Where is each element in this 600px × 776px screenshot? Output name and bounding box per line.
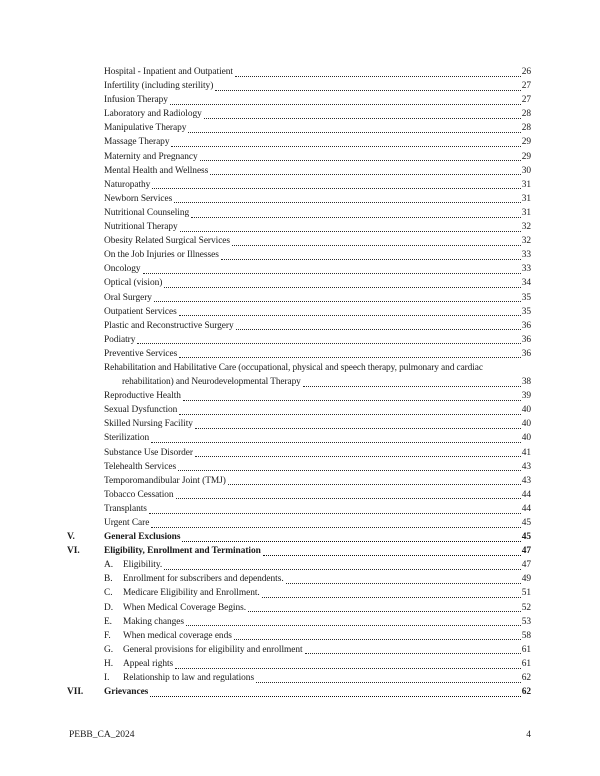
toc-entry-label: Laboratory and Radiology <box>104 109 202 120</box>
toc-entry-continuation <box>104 375 531 389</box>
dot-leader <box>164 287 520 288</box>
toc-page-number: 39 <box>521 391 531 402</box>
toc-entry-row <box>67 178 531 192</box>
toc-page-number: 45 <box>521 532 531 543</box>
toc-section-row <box>67 685 531 699</box>
toc-page-number: 61 <box>521 658 531 669</box>
dot-leader <box>200 160 521 161</box>
toc-page-number: 29 <box>521 151 531 162</box>
toc-page-number: 28 <box>521 109 531 120</box>
toc-entry-label: Substance Use Disorder <box>104 447 193 458</box>
toc-page-number: 44 <box>521 489 531 500</box>
toc-entry-label: Nutritional Therapy <box>104 222 178 233</box>
toc-entry-label: Oral Surgery <box>104 292 152 303</box>
toc-entry-row <box>67 474 531 488</box>
dot-leader <box>191 217 521 218</box>
subitem-letter: D. <box>104 602 114 613</box>
toc-entry-row <box>67 107 531 121</box>
toc-entry-label: Sterilization <box>104 433 150 444</box>
toc-entry-label: Mental Health and Wellness <box>104 165 209 176</box>
toc-entry-row <box>67 431 531 445</box>
toc-page-number: 45 <box>521 518 531 528</box>
toc-entry-label: Preventive Services <box>104 348 178 359</box>
toc-entry-label: Skilled Nursing Facility <box>104 419 193 430</box>
dot-leader <box>204 118 521 119</box>
dot-leader <box>171 146 520 147</box>
toc-entry-label: Maternity and Pregnancy <box>104 151 198 162</box>
toc-page-number: 62 <box>521 687 531 698</box>
toc-entry-label: Eligibility, Enrollment and Termination <box>104 546 261 557</box>
dot-leader <box>179 357 520 358</box>
dot-leader <box>235 76 521 77</box>
toc-entry-row <box>67 389 531 403</box>
toc-page-number: 62 <box>521 673 531 684</box>
dot-leader <box>228 484 521 485</box>
dot-leader <box>188 132 520 133</box>
dot-leader <box>180 231 521 232</box>
toc-page-number: 40 <box>521 433 531 444</box>
toc-page-number: 47 <box>521 560 531 571</box>
subitem-letter: I. <box>104 673 110 684</box>
toc-entry-label: General provisions for eligibility and enrollment <box>123 644 303 655</box>
toc-section-row <box>67 544 531 558</box>
dot-leader <box>143 273 521 274</box>
toc-page-number: 40 <box>521 405 531 416</box>
toc-entry-label: Medicare Eligibility and Enrollment. <box>123 588 260 599</box>
dot-leader <box>215 90 520 91</box>
toc-page-number: 51 <box>521 588 531 599</box>
toc-entry-row <box>67 206 531 220</box>
dot-leader <box>305 653 521 654</box>
section-numeral: VII. <box>67 687 84 698</box>
toc-subitem-row <box>67 601 531 615</box>
toc-entry-row <box>67 403 531 417</box>
toc-entry-row <box>67 262 531 276</box>
dot-leader <box>303 386 521 387</box>
toc-entry-row <box>67 291 531 305</box>
toc-entry-label: General Exclusions <box>104 532 181 543</box>
toc-subitem-row <box>67 643 531 657</box>
toc-entry-row <box>67 347 531 361</box>
toc-page-number: 52 <box>521 602 531 613</box>
toc-page-number: 49 <box>521 574 531 585</box>
toc-page-number: 27 <box>521 95 531 106</box>
toc-subitem-row <box>67 671 531 685</box>
toc-entry-label: Transplants <box>104 503 147 514</box>
dot-leader <box>263 555 521 556</box>
toc-entry-label: Naturopathy <box>104 179 151 190</box>
toc-page-number: 33 <box>521 264 531 275</box>
dot-leader <box>186 625 521 626</box>
toc-entry-row <box>67 460 531 474</box>
dot-leader <box>150 696 520 697</box>
dot-leader <box>137 343 520 344</box>
toc-entry-label: Optical (vision) <box>104 278 163 289</box>
toc-subitem-row <box>67 572 531 586</box>
dot-leader <box>179 414 520 415</box>
toc-entry-label: Making changes <box>123 616 185 627</box>
dot-leader <box>164 569 521 570</box>
toc-entry-label: Hospital - Inpatient and Outpatient <box>104 67 233 77</box>
toc-page-number: 29 <box>521 137 531 148</box>
toc-entry-label: Oncology <box>104 264 141 275</box>
dot-leader <box>151 527 520 528</box>
toc-entry-label: Reproductive Health <box>104 391 181 402</box>
toc-entry-row <box>67 319 531 333</box>
toc-subitem-row <box>67 657 531 671</box>
toc-entry-label: When Medical Coverage Begins. <box>123 602 246 613</box>
toc-page-number: 32 <box>521 222 531 233</box>
toc-page-number: 58 <box>521 630 531 641</box>
dot-leader <box>179 315 521 316</box>
toc-page-number: 36 <box>521 348 531 359</box>
toc-entry-label: Urgent Care <box>104 518 150 528</box>
toc-entry-label: Manipulative Therapy <box>104 123 187 134</box>
dot-leader <box>175 668 521 669</box>
toc-entry-label: Obesity Related Surgical Services <box>104 236 231 247</box>
subitem-letter: E. <box>104 616 112 627</box>
toc-page-number: 28 <box>521 123 531 134</box>
dot-leader <box>248 611 521 612</box>
toc-entry-row <box>67 516 531 530</box>
toc-entry-label: Infertility (including sterility) <box>104 81 214 92</box>
toc-entry-label: On the Job Injuries or Illnesses <box>104 250 219 261</box>
toc-subitem-row <box>67 586 531 600</box>
toc-page-number: 61 <box>521 644 531 655</box>
dot-leader <box>149 513 521 514</box>
table-of-contents <box>67 65 531 699</box>
toc-entry-row <box>67 121 531 135</box>
toc-entry-label: Newborn Services <box>104 193 173 204</box>
footer-page-number: 4 <box>526 730 531 740</box>
toc-entry-label: Enrollment for subscribers and dependents. <box>123 574 284 585</box>
toc-entry-label: Sexual Dysfunction <box>104 405 178 416</box>
dot-leader <box>178 470 521 471</box>
toc-page-number: 31 <box>521 193 531 204</box>
dot-leader <box>210 174 520 175</box>
toc-entry-label: rehabilitation) and Neurodevelopmental Therapy <box>122 377 301 388</box>
toc-entry-row <box>67 93 531 107</box>
toc-page-number: 38 <box>521 377 531 388</box>
toc-page-number: 44 <box>521 503 531 514</box>
dot-leader <box>232 245 521 246</box>
toc-entry-label: Plastic and Reconstructive Surgery <box>104 320 234 331</box>
toc-entry-row <box>67 79 531 93</box>
toc-page-number: 41 <box>521 447 531 458</box>
toc-page-number: 43 <box>521 475 531 486</box>
toc-subitem-row <box>67 629 531 643</box>
toc-entry-label: Infusion Therapy <box>104 95 168 106</box>
toc-entry-label: Outpatient Services <box>104 306 177 317</box>
subitem-letter: A. <box>104 560 114 571</box>
toc-page-number: 26 <box>521 67 531 77</box>
footer-document-id: PEBB_CA_2024 <box>69 730 135 740</box>
dot-leader <box>256 682 521 683</box>
toc-entry-row <box>67 65 531 79</box>
dot-leader <box>286 583 521 584</box>
toc-entry-label: Rehabilitation and Habilitative Care (occupational, physical and speech therapy, pulmonary and cardiac <box>104 362 483 373</box>
toc-entry-label: Nutritional Counseling <box>104 207 190 218</box>
dot-leader <box>234 639 521 640</box>
toc-entry-label: Massage Therapy <box>104 137 170 148</box>
toc-page-number: 35 <box>521 292 531 303</box>
toc-entry-row <box>67 192 531 206</box>
toc-section-row <box>67 530 531 544</box>
toc-page-number: 32 <box>521 236 531 247</box>
toc-subitem-row <box>67 615 531 629</box>
subitem-letter: C. <box>104 588 113 599</box>
toc-page-number: 36 <box>521 334 531 345</box>
subitem-letter: G. <box>104 644 114 655</box>
toc-page-number: 33 <box>521 250 531 261</box>
toc-entry-label: Telehealth Services <box>104 461 177 472</box>
section-numeral: VI. <box>67 546 80 557</box>
dot-leader <box>176 498 521 499</box>
dot-leader <box>182 541 520 542</box>
dot-leader <box>195 456 521 457</box>
toc-entry-row <box>67 150 531 164</box>
dot-leader <box>183 400 521 401</box>
dot-leader <box>195 428 521 429</box>
dot-leader <box>221 259 521 260</box>
toc-entry-row <box>67 135 531 149</box>
toc-entry-label: Grievances <box>104 687 149 698</box>
toc-entry-row <box>67 488 531 502</box>
dot-leader <box>262 597 521 598</box>
toc-page-number: 43 <box>521 461 531 472</box>
toc-entry-label: Relationship to law and regulations <box>123 673 255 684</box>
toc-page-number: 35 <box>521 306 531 317</box>
toc-page-number: 27 <box>521 81 531 92</box>
toc-entry-row <box>67 361 531 389</box>
page-footer <box>69 729 531 741</box>
toc-entry-row <box>67 305 531 319</box>
section-numeral: V. <box>67 532 75 543</box>
dot-leader <box>154 301 521 302</box>
dot-leader <box>174 202 521 203</box>
toc-entry-row <box>67 446 531 460</box>
toc-entry-label: Tobacco Cessation <box>104 489 174 500</box>
toc-entry-row <box>67 234 531 248</box>
subitem-letter: B. <box>104 574 113 585</box>
toc-entry-row <box>67 417 531 431</box>
toc-entry-label: Appeal rights <box>123 658 174 669</box>
dot-leader <box>170 104 521 105</box>
toc-subitem-row <box>67 558 531 572</box>
toc-page-number: 30 <box>521 165 531 176</box>
dot-leader <box>152 188 520 189</box>
toc-entry-row <box>67 333 531 347</box>
toc-entry-row <box>67 248 531 262</box>
toc-entry-label: Temporomandibular Joint (TMJ) <box>104 475 226 486</box>
toc-page-number: 53 <box>521 616 531 627</box>
subitem-letter: F. <box>104 630 111 641</box>
subitem-letter: H. <box>104 658 114 669</box>
toc-entry-row <box>67 220 531 234</box>
toc-entry-label: When medical coverage ends <box>123 630 232 641</box>
toc-page-number: 47 <box>521 546 531 557</box>
toc-page-number: 31 <box>521 179 531 190</box>
dot-leader <box>151 442 521 443</box>
toc-entry-label: Eligibility. <box>123 560 163 571</box>
toc-entry-row <box>67 276 531 290</box>
toc-page-number: 40 <box>521 419 531 430</box>
toc-page-number: 36 <box>521 320 531 331</box>
toc-page-number: 31 <box>521 207 531 218</box>
dot-leader <box>236 329 521 330</box>
toc-page-number: 34 <box>521 278 531 289</box>
toc-entry-row <box>67 502 531 516</box>
toc-entry-label: Podiatry <box>104 334 136 345</box>
toc-entry-row <box>67 164 531 178</box>
